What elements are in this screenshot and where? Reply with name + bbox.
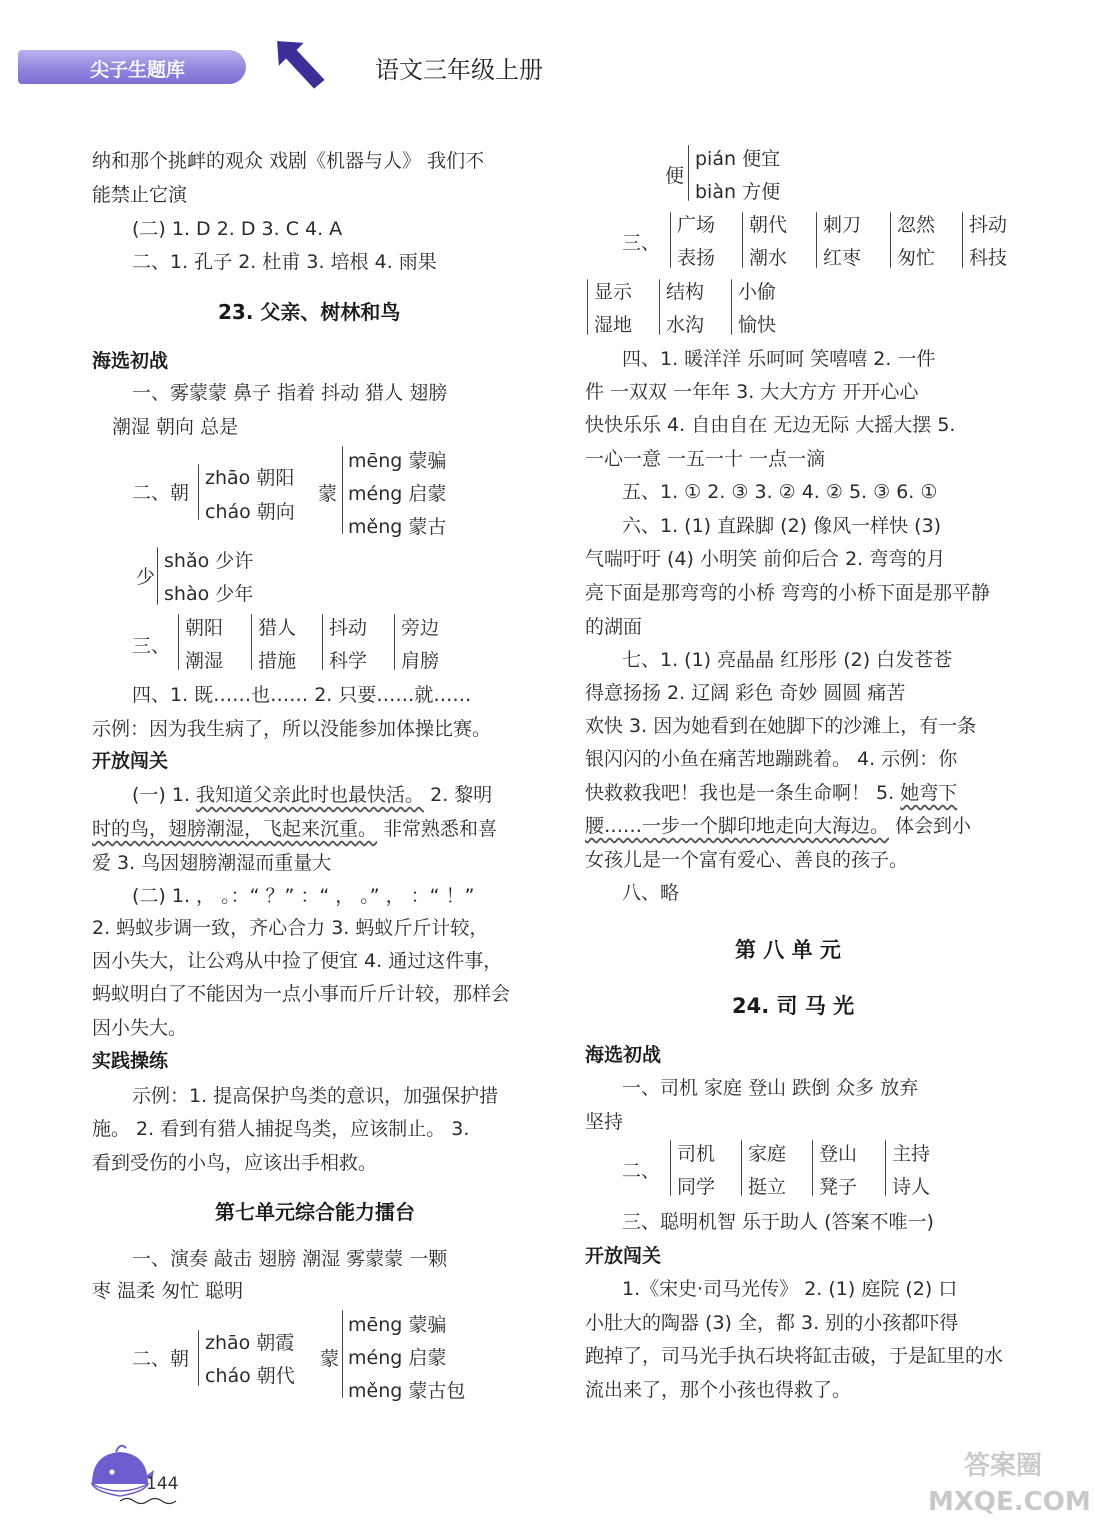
- text-line: 快快乐乐 4. 自由自在 无边无际 大摇大摆 5.: [585, 414, 956, 436]
- group-word: 同学: [677, 1176, 716, 1198]
- section-heading: 实践操练: [92, 1050, 169, 1072]
- pinyin-item: méng 启蒙: [348, 483, 447, 505]
- brace: [342, 446, 343, 534]
- text-line: 一、演奏 敲击 翅膀 潮湿 雾蒙蒙 一颗: [132, 1248, 448, 1270]
- text-line: 七、1. (1) 亮晶晶 红彤彤 (2) 白发苍苍: [622, 649, 953, 671]
- text-line: 潮湿 朝向 总是: [112, 416, 239, 438]
- group-word: 家庭: [748, 1143, 787, 1165]
- group-word: 旁边: [401, 617, 440, 639]
- lesson-title: 23. 父亲、树林和鸟: [218, 300, 401, 324]
- group-word: 广场: [677, 214, 716, 236]
- book-title: 语文三年级上册: [375, 56, 543, 84]
- group-word: 司机: [677, 1143, 716, 1165]
- brace: [741, 1140, 742, 1196]
- text-line: 三、聪明机智 乐于助人 (答案不唯一): [622, 1211, 934, 1233]
- pinyin-item: méng 启蒙: [348, 1347, 447, 1369]
- text-line: 银闪闪的小鱼在痛苦地蹦跳着。 4. 示例：你: [585, 748, 958, 770]
- section-heading: 海选初战: [585, 1044, 662, 1066]
- text-line: 2. 蚂蚁步调一致，齐心合力 3. 蚂蚁斤斤计较，: [92, 917, 489, 939]
- brace: [659, 279, 660, 335]
- pinyin-item: zhāo 朝阳: [205, 467, 295, 489]
- text-line: 二、朝: [132, 1348, 190, 1370]
- page-number: 144: [146, 1474, 179, 1494]
- brace: [742, 212, 743, 268]
- text-line: 蒙: [320, 1348, 340, 1370]
- group-word: 肩膀: [401, 650, 440, 672]
- pinyin-item: shǎo 少许: [164, 550, 254, 572]
- brace: [322, 614, 323, 670]
- series-badge-label: 尖子生题库: [90, 59, 186, 81]
- group-word: 红枣: [823, 247, 862, 269]
- text-line: 八、略: [622, 882, 680, 904]
- group-word: 主持: [892, 1143, 931, 1165]
- arrow-icon: [270, 36, 330, 94]
- text-line: 二、: [622, 1160, 661, 1182]
- pinyin-item: pián 便宜: [695, 148, 781, 170]
- text-line: 流出来了，那个小孩也得救了。: [585, 1379, 852, 1401]
- brace: [816, 212, 817, 268]
- section-heading: 海选初战: [92, 350, 169, 372]
- group-word: 湿地: [594, 314, 633, 336]
- pinyin-item: biàn 方便: [695, 181, 781, 203]
- text-line: 因小失大。: [92, 1017, 188, 1039]
- brace: [731, 279, 732, 335]
- series-badge: [18, 50, 246, 84]
- brace: [890, 212, 891, 268]
- group-word: 猎人: [258, 617, 297, 639]
- group-word: 小偷: [738, 281, 777, 303]
- group-word: 潮水: [749, 247, 788, 269]
- text-line: 三、: [132, 635, 171, 657]
- brace: [157, 547, 158, 605]
- lesson-title: 24. 司 马 光: [732, 994, 855, 1018]
- wave-line: [120, 1496, 180, 1506]
- pinyin-item: cháo 朝代: [205, 1365, 295, 1387]
- text-line: 亮下面是那弯弯的小桥 弯弯的小桥下面是那平静: [585, 582, 991, 604]
- text-line: 蒙: [318, 483, 338, 505]
- pinyin-item: zhāo 朝霞: [205, 1332, 295, 1354]
- text-line: 件 一双双 一年年 3. 大大方方 开开心心: [585, 381, 919, 403]
- brace: [198, 464, 199, 520]
- text-line: 腰……一步一个脚印地走向大海边。 体会到小: [585, 815, 972, 837]
- text-line: 四、1. 暖洋洋 乐呵呵 笑嘻嘻 2. 一件: [622, 348, 936, 370]
- text-line: 少: [136, 566, 156, 588]
- group-word: 愉快: [738, 314, 777, 336]
- group-word: 朝阳: [185, 617, 224, 639]
- brace: [885, 1140, 886, 1196]
- group-word: 抖动: [329, 617, 368, 639]
- text-line: 时的鸟，翅膀潮湿，飞起来沉重。 非常熟悉和喜: [92, 818, 498, 840]
- group-word: 科技: [969, 247, 1008, 269]
- brace: [342, 1310, 343, 1398]
- text-line: 二、1. 孔子 2. 杜甫 3. 培根 4. 雨果: [132, 251, 437, 273]
- text-line: 一、司机 家庭 登山 跌倒 众多 放弃: [622, 1077, 919, 1099]
- text-line: 能禁止它演: [92, 184, 188, 206]
- text-line: 看到受伤的小鸟，应该出手相救。: [92, 1152, 378, 1174]
- text-line: (二) 1. ， 。：“ ？” ：“ ， 。” ， ：“ ！”: [132, 885, 475, 907]
- brace: [178, 614, 179, 670]
- text-line: 跑掉了，司马光手执石块将缸击破，于是缸里的水: [585, 1345, 1004, 1367]
- group-word: 忽然: [897, 214, 936, 236]
- group-word: 登山: [819, 1143, 858, 1165]
- text-line: 枣 温柔 匆忙 聪明: [92, 1280, 244, 1302]
- group-word: 表扬: [677, 247, 716, 269]
- group-word: 刺刀: [823, 214, 862, 236]
- group-word: 水沟: [666, 314, 705, 336]
- text-line: 一心一意 一五一十 一点一滴: [585, 448, 826, 470]
- text-line: 一、雾蒙蒙 鼻子 指着 抖动 猎人 翅膀: [132, 382, 448, 404]
- watermark: 答案圈 MXQE.COM: [928, 1451, 1091, 1517]
- text-line: 五、1. ① 2. ③ 3. ② 4. ② 5. ③ 6. ①: [622, 481, 938, 503]
- pinyin-item: shào 少年: [164, 583, 254, 605]
- text-line: 三、: [622, 232, 661, 254]
- text-line: 爱 3. 鸟因翅膀潮湿而重量大: [92, 852, 332, 874]
- group-word: 匆忙: [897, 247, 936, 269]
- mascot-icon: [86, 1440, 154, 1504]
- group-word: 凳子: [819, 1176, 858, 1198]
- text-line: 快救救我吧！我也是一条生命啊！ 5. 她弯下: [585, 782, 958, 804]
- pinyin-item: měng 蒙古: [348, 516, 447, 538]
- pinyin-item: mēng 蒙骗: [348, 1314, 447, 1336]
- text-line: 便: [665, 165, 685, 187]
- brace: [688, 145, 689, 201]
- text-line: 的湖面: [585, 616, 643, 638]
- section-heading: 开放闯关: [585, 1245, 662, 1267]
- text-line: 欢快 3. 因为她看到在她脚下的沙滩上，有一条: [585, 715, 977, 737]
- group-word: 措施: [258, 650, 297, 672]
- brace: [198, 1330, 199, 1386]
- text-line: 气喘吁吁 (4) 小明笑 前仰后合 2. 弯弯的月: [585, 548, 946, 570]
- pinyin-item: mēng 蒙骗: [348, 450, 447, 472]
- brace: [812, 1140, 813, 1196]
- brace: [670, 1140, 671, 1196]
- text-line: 示例：1. 提高保护鸟类的意识，加强保护措: [132, 1085, 499, 1107]
- pinyin-item: měng 蒙古包: [348, 1380, 466, 1402]
- text-line: 女孩儿是一个富有爱心、善良的孩子。: [585, 849, 909, 871]
- text-line: 六、1. (1) 直跺脚 (2) 像风一样快 (3): [622, 515, 942, 537]
- text-line: (一) 1. 我知道父亲此时也最快活。 2. 黎明: [132, 784, 493, 806]
- group-word: 抖动: [969, 214, 1008, 236]
- text-line: 坚持: [585, 1111, 624, 1133]
- text-line: 得意扬扬 2. 辽阔 彩色 奇妙 圆圆 痛苦: [585, 682, 906, 704]
- group-word: 诗人: [892, 1176, 931, 1198]
- section-heading: 开放闯关: [92, 750, 169, 772]
- text-line: 小肚大的陶器 (3) 全，都 3. 别的小孩都吓得: [585, 1312, 959, 1334]
- text-line: 蚂蚁明白了不能因为一点小事而斤斤计较，那样会: [92, 983, 511, 1005]
- text-line: 因小失大，让公鸡从中捡了便宜 4. 通过这件事，: [92, 950, 503, 972]
- brace: [251, 614, 252, 670]
- unit-title: 第 八 单 元: [735, 938, 841, 962]
- group-word: 显示: [594, 281, 633, 303]
- group-word: 潮湿: [185, 650, 224, 672]
- unit-review-title: 第七单元综合能力擂台: [215, 1200, 415, 1224]
- pinyin-item: cháo 朝向: [205, 501, 295, 523]
- group-word: 结构: [666, 281, 705, 303]
- text-line: 四、1. 既……也…… 2. 只要……就……: [132, 684, 472, 706]
- group-word: 朝代: [749, 214, 788, 236]
- brace: [670, 212, 671, 268]
- group-word: 科学: [329, 650, 368, 672]
- brace: [962, 212, 963, 268]
- text-line: 二、朝: [132, 482, 190, 504]
- text-line: 纳和那个挑衅的观众 戏剧《机器与人》 我们不: [92, 150, 485, 172]
- brace: [394, 614, 395, 670]
- group-word: 挺立: [748, 1176, 787, 1198]
- text-line: 施。 2. 看到有猎人捕捉鸟类，应该制止。 3.: [92, 1118, 470, 1140]
- text-line: 1.《宋史·司马光传》 2. (1) 庭院 (2) 口: [622, 1278, 958, 1300]
- text-line: (二) 1. D 2. D 3. C 4. A: [132, 218, 343, 240]
- brace: [587, 279, 588, 335]
- text-line: 示例：因为我生病了，所以没能参加体操比赛。: [92, 718, 492, 740]
